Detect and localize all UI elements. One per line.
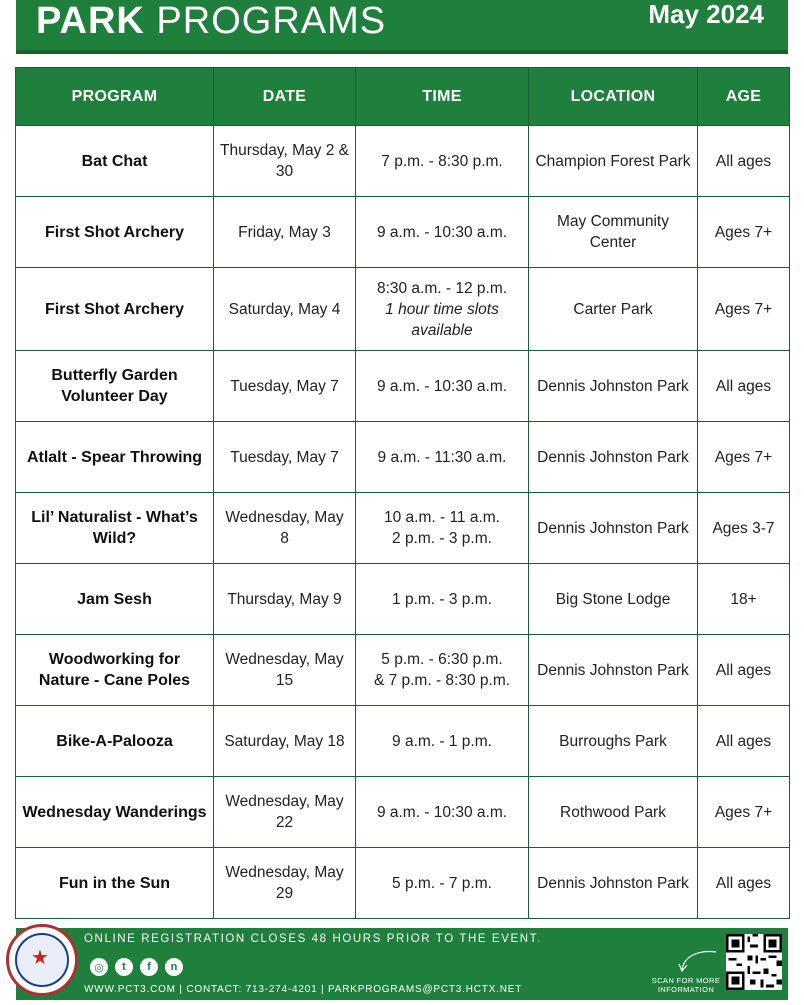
date-cell: Thursday, May 9 bbox=[214, 564, 356, 635]
program-cell: Jam Sesh bbox=[16, 564, 214, 635]
time-line: 9 a.m. - 10:30 a.m. bbox=[376, 223, 508, 241]
page-title bbox=[36, 0, 386, 42]
location-cell: May Community Center bbox=[529, 197, 698, 268]
time-cell bbox=[356, 268, 529, 351]
program-cell: First Shot Archery bbox=[16, 197, 214, 268]
location-cell: Dennis Johnston Park bbox=[529, 351, 698, 422]
time-line: 9 a.m. - 10:30 a.m. bbox=[376, 803, 508, 821]
registration-note: ONLINE REGISTRATION CLOSES 48 HOURS PRIOR TO THE EVENT. bbox=[84, 933, 542, 945]
date-cell: Saturday, May 4 bbox=[214, 268, 356, 351]
table-body bbox=[16, 126, 790, 919]
month-label: May 2024 bbox=[648, 0, 764, 29]
date-cell: Friday, May 3 bbox=[214, 197, 356, 268]
column-header-program: PROGRAM bbox=[16, 68, 214, 126]
table-row bbox=[16, 706, 790, 777]
program-cell: Woodworking for Nature - Cane Poles bbox=[16, 635, 214, 706]
program-cell: Wednesday Wanderings bbox=[16, 777, 214, 848]
time-cell bbox=[356, 706, 529, 777]
qr-code[interactable] bbox=[726, 934, 782, 990]
time-line: 9 a.m. - 1 p.m. bbox=[392, 732, 492, 750]
time-line: 2 p.m. - 3 p.m. bbox=[392, 530, 492, 547]
time-line: 5 p.m. - 6:30 p.m. bbox=[381, 651, 503, 668]
table-header-row bbox=[16, 68, 790, 126]
time-line: 1 p.m. - 3 p.m. bbox=[392, 590, 492, 608]
time-line: 7 p.m. - 8:30 p.m. bbox=[381, 152, 503, 170]
column-header-location: LOCATION bbox=[529, 68, 698, 126]
date-cell: Thursday, May 2 & 30 bbox=[214, 126, 356, 197]
time-cell bbox=[356, 422, 529, 493]
scan-note: SCAN FOR MORE INFORMATION bbox=[651, 976, 721, 994]
age-cell: All ages bbox=[698, 126, 790, 197]
time-line: & 7 p.m. - 8:30 p.m. bbox=[373, 672, 511, 689]
facebook-icon[interactable]: f bbox=[140, 958, 158, 976]
nextdoor-icon[interactable]: n bbox=[165, 958, 183, 976]
title-bold: PARK bbox=[36, 0, 145, 42]
commissioner-seal-logo bbox=[6, 924, 78, 996]
age-cell: Ages 7+ bbox=[698, 197, 790, 268]
curved-arrow-icon bbox=[676, 944, 720, 974]
twitter-icon[interactable]: t bbox=[115, 958, 133, 976]
time-cell bbox=[356, 564, 529, 635]
table-row bbox=[16, 848, 790, 919]
table-row bbox=[16, 351, 790, 422]
date-cell: Saturday, May 18 bbox=[214, 706, 356, 777]
date-cell: Tuesday, May 7 bbox=[214, 351, 356, 422]
program-cell: Fun in the Sun bbox=[16, 848, 214, 919]
program-cell: First Shot Archery bbox=[16, 268, 214, 351]
age-cell: All ages bbox=[698, 635, 790, 706]
table-row bbox=[16, 268, 790, 351]
social-links bbox=[90, 958, 183, 976]
location-cell: Dennis Johnston Park bbox=[529, 635, 698, 706]
age-cell: All ages bbox=[698, 848, 790, 919]
location-cell: Dennis Johnston Park bbox=[529, 422, 698, 493]
title-light: PROGRAMS bbox=[156, 0, 387, 42]
date-cell: Wednesday, May 8 bbox=[214, 493, 356, 564]
program-cell: Atlalt - Spear Throwing bbox=[16, 422, 214, 493]
table-row bbox=[16, 197, 790, 268]
age-cell: All ages bbox=[698, 351, 790, 422]
location-cell: Champion Forest Park bbox=[529, 126, 698, 197]
contact-info[interactable]: WWW.PCT3.COM | CONTACT: 713-274-4201 | PARKPROGRAMS@PCT3.HCTX.NET bbox=[84, 984, 523, 995]
texas-star-icon: ★ bbox=[31, 947, 49, 969]
column-header-time: TIME bbox=[356, 68, 529, 126]
age-cell: Ages 7+ bbox=[698, 777, 790, 848]
time-cell bbox=[356, 126, 529, 197]
time-cell bbox=[356, 493, 529, 564]
time-line: 5 p.m. - 7 p.m. bbox=[392, 874, 492, 892]
location-cell: Rothwood Park bbox=[529, 777, 698, 848]
location-cell: Dennis Johnston Park bbox=[529, 848, 698, 919]
time-cell bbox=[356, 197, 529, 268]
date-cell: Wednesday, May 15 bbox=[214, 635, 356, 706]
time-cell bbox=[356, 351, 529, 422]
program-cell: Bat Chat bbox=[16, 126, 214, 197]
table-row bbox=[16, 126, 790, 197]
program-cell: Lil’ Naturalist - What’s Wild? bbox=[16, 493, 214, 564]
date-cell: Wednesday, May 29 bbox=[214, 848, 356, 919]
time-line: 9 a.m. - 10:30 a.m. bbox=[376, 377, 508, 395]
table-row bbox=[16, 493, 790, 564]
date-cell: Wednesday, May 22 bbox=[214, 777, 356, 848]
table-row bbox=[16, 422, 790, 493]
age-cell: Ages 7+ bbox=[698, 268, 790, 351]
location-cell: Burroughs Park bbox=[529, 706, 698, 777]
table-row bbox=[16, 564, 790, 635]
location-cell: Big Stone Lodge bbox=[529, 564, 698, 635]
time-cell bbox=[356, 848, 529, 919]
table-row bbox=[16, 777, 790, 848]
age-cell: Ages 3-7 bbox=[698, 493, 790, 564]
time-cell bbox=[356, 777, 529, 848]
programs-table bbox=[15, 67, 790, 919]
column-header-age: AGE bbox=[698, 68, 790, 126]
program-cell: Butterfly Garden Volunteer Day bbox=[16, 351, 214, 422]
location-cell: Carter Park bbox=[529, 268, 698, 351]
instagram-icon[interactable]: ◎ bbox=[90, 958, 108, 976]
time-line: 9 a.m. - 11:30 a.m. bbox=[377, 448, 507, 466]
time-cell bbox=[356, 635, 529, 706]
page-header bbox=[16, 0, 788, 54]
age-cell: 18+ bbox=[698, 564, 790, 635]
time-note: 1 hour time slots available bbox=[385, 300, 499, 339]
time-line: 8:30 a.m. - 12 p.m. bbox=[376, 279, 508, 297]
age-cell: All ages bbox=[698, 706, 790, 777]
program-cell: Bike-A-Palooza bbox=[16, 706, 214, 777]
age-cell: Ages 7+ bbox=[698, 422, 790, 493]
date-cell: Tuesday, May 7 bbox=[214, 422, 356, 493]
column-header-date: DATE bbox=[214, 68, 356, 126]
table-row bbox=[16, 635, 790, 706]
location-cell: Dennis Johnston Park bbox=[529, 493, 698, 564]
time-line: 10 a.m. - 11 a.m. bbox=[383, 509, 500, 526]
